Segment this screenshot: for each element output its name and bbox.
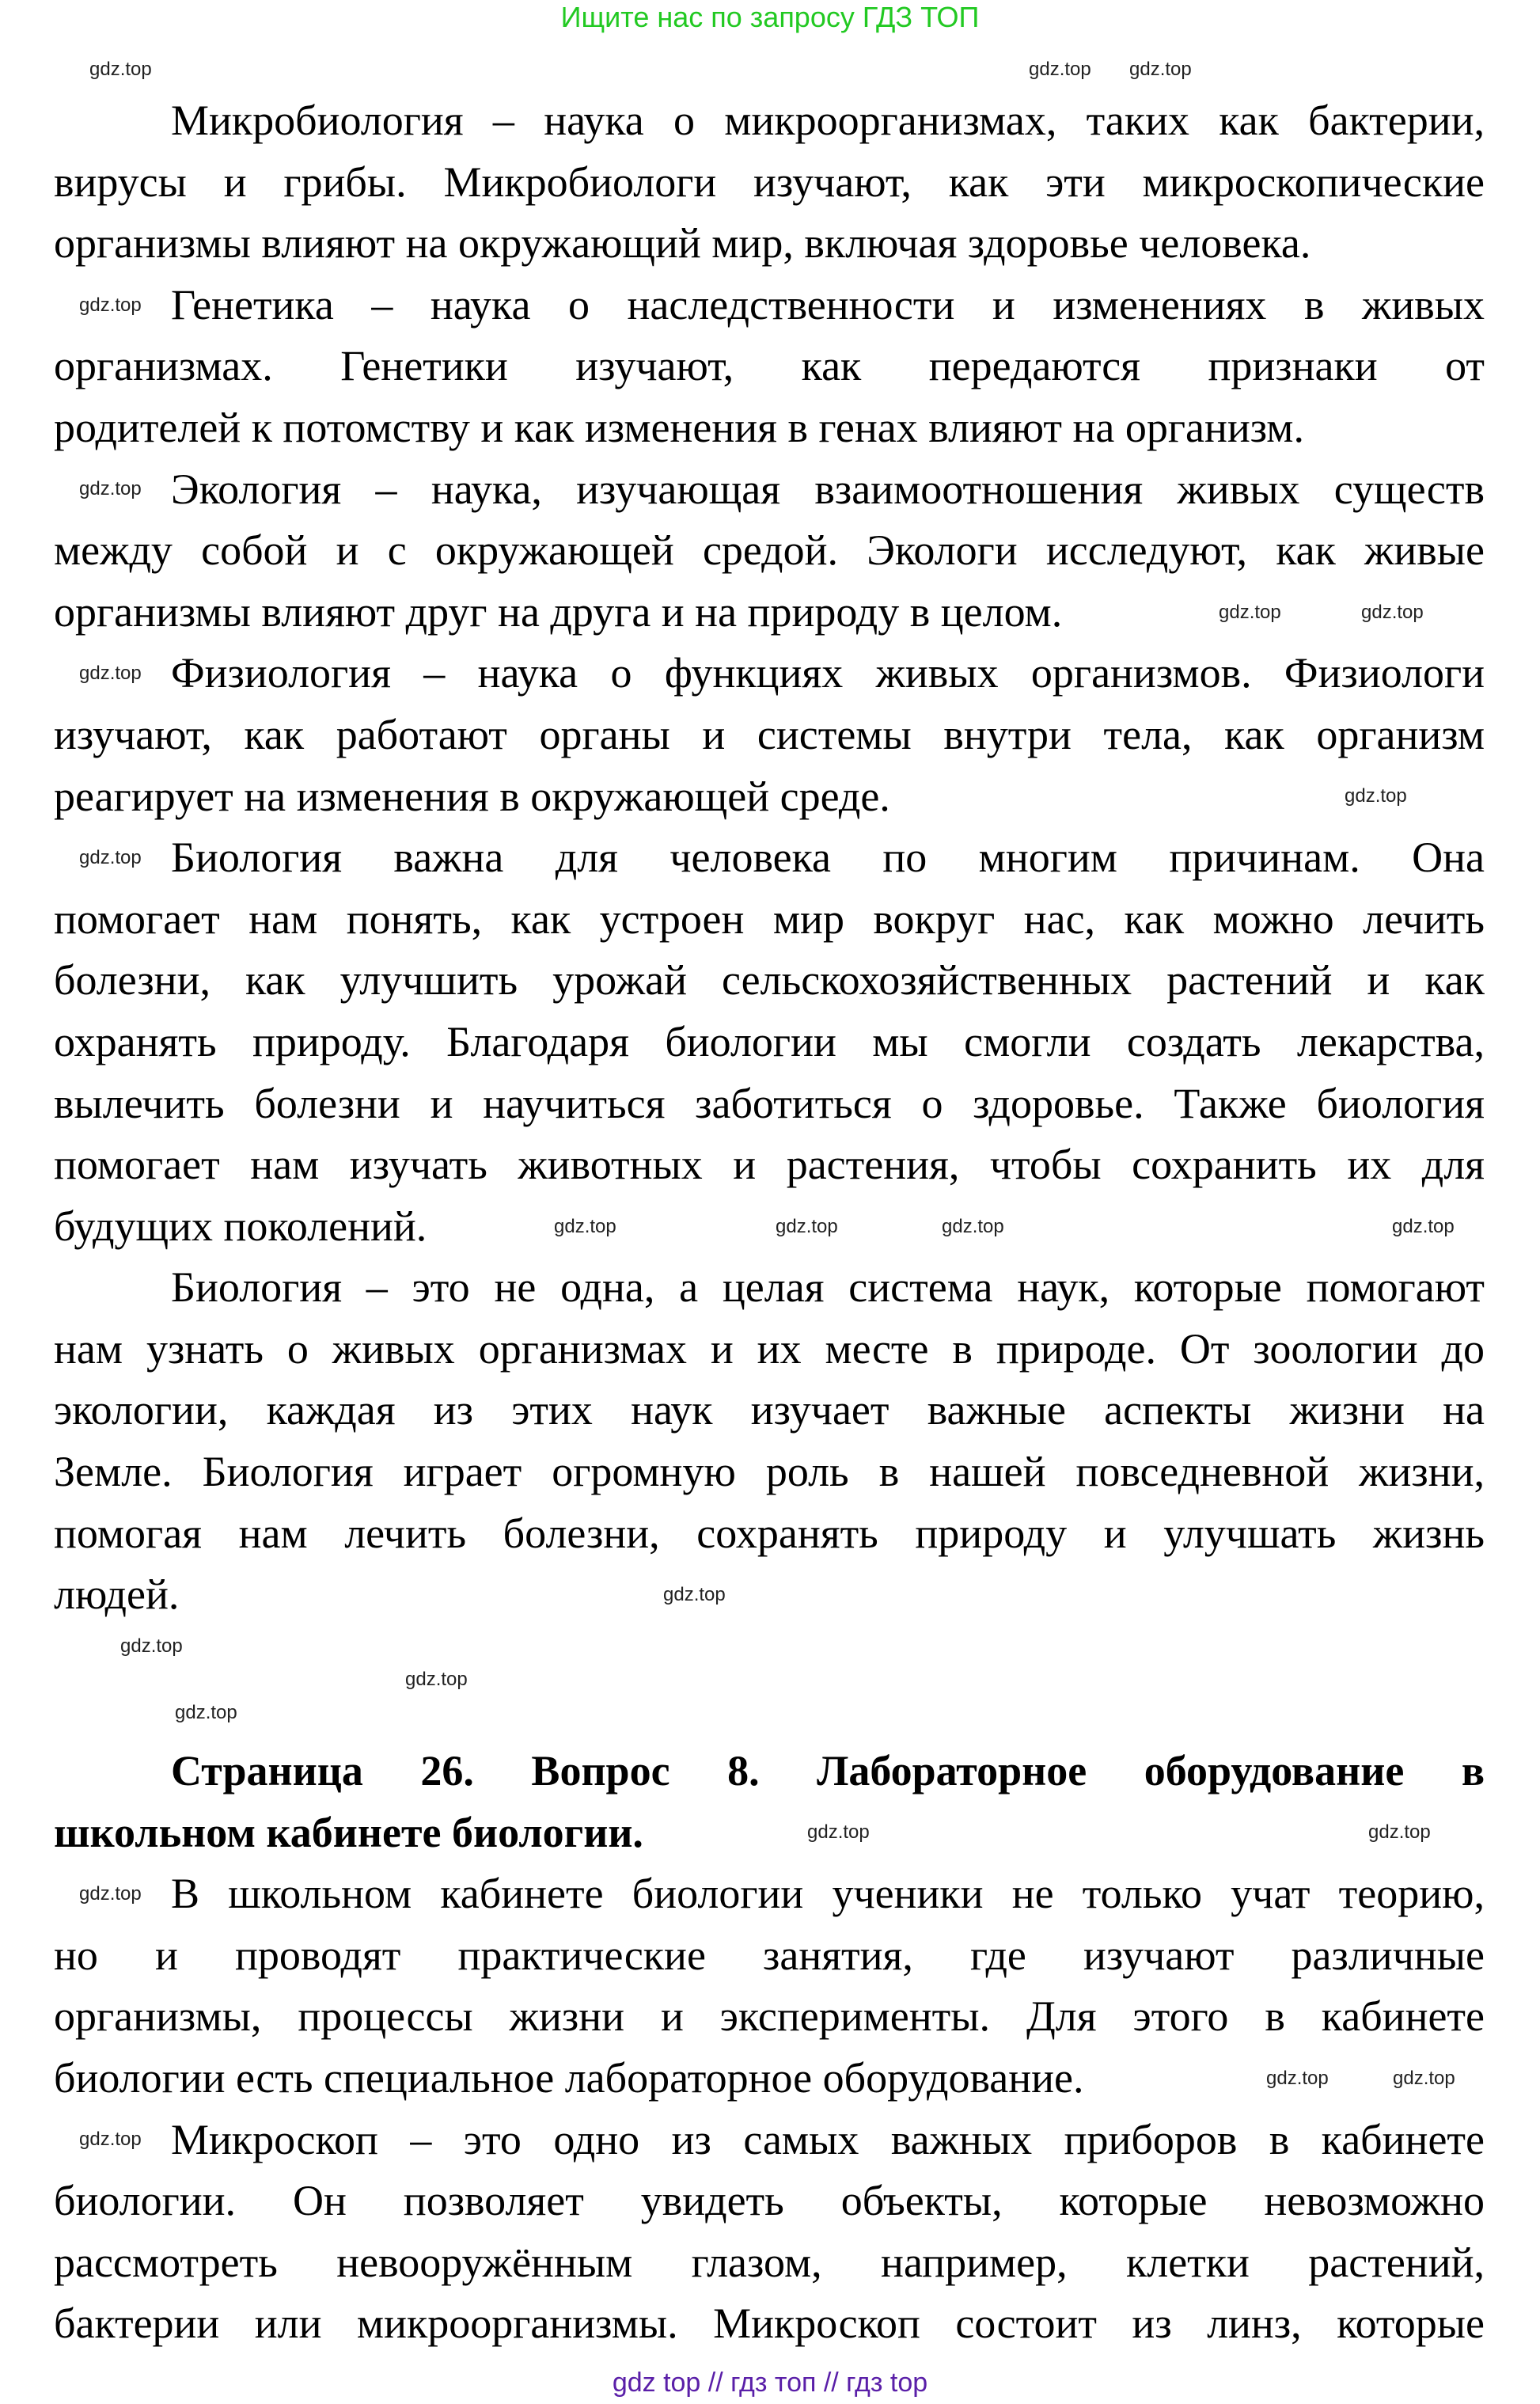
section-heading-line: Страница 26. Вопрос 8. Лабораторное оборудование в (171, 1747, 1485, 1794)
paragraph-line (54, 213, 1311, 275)
paragraph-line: помогая нам лечить болезни, сохранять природу и улучшать жизнь (54, 1509, 1485, 1557)
paragraph-line: Микробиология – наука о микроорганизмах, таких как бактерии, (171, 97, 1485, 144)
watermark-text: gdz.top (405, 1669, 468, 1690)
watermark-text: gdz.top (1129, 59, 1192, 80)
watermark-text: gdz.top (663, 1584, 726, 1606)
watermark-text: gdz.top (1392, 1215, 1455, 1237)
watermark-text: gdz.top (79, 1883, 142, 1905)
watermark-text: gdz.top (175, 1702, 237, 1723)
paragraph-line: помогает нам понять, как устроен мир вокруг нас, как можно лечить (54, 894, 1485, 943)
paragraph-line: бактерии или микроорганизмы. Микроскоп состоит из линз, которые (54, 2300, 1485, 2348)
watermark-text: gdz.top (1266, 2067, 1329, 2089)
watermark-text: gdz.top (1029, 59, 1091, 80)
watermark-text: gdz.top (1219, 601, 1281, 623)
paragraph-line: охранять природу. Благодаря биологии мы смогли создать лекарства, (54, 1017, 1485, 1065)
watermark-text: gdz.top (79, 2129, 142, 2151)
line-text: биологии есть специальное лабораторное оборудование. (54, 2053, 1084, 2102)
paragraph-line: Земле. Биология играет огромную роль в нашей повседневной жизни, (54, 1448, 1485, 1496)
footer-watermark: gdz top // гдз топ // гдз top (612, 2368, 928, 2398)
line-text: реагирует на изменения в окружающей среде. (54, 772, 890, 820)
line-text: школьном кабинете биологии. (54, 1808, 643, 1856)
paragraph-line: вирусы и грибы. Микробиологи изучают, как эти микроскопические (54, 158, 1485, 206)
watermark-text: gdz.top (79, 478, 142, 500)
paragraph-line: Микроскоп – это одно из самых важных приборов в кабинете (171, 2115, 1485, 2163)
paragraph-line (54, 397, 1304, 459)
watermark-text: gdz.top (79, 847, 142, 868)
paragraph-line: организмы, процессы жизни и эксперименты. Для этого в кабинете (54, 1992, 1485, 2041)
text-block-lab-equipment (54, 1741, 1485, 2355)
paragraph-line: болезни, как улучшить урожай сельскохозяйственных растений и как (54, 956, 1485, 1005)
paragraph-line (54, 582, 1062, 644)
paragraph-line (54, 2048, 1083, 2110)
watermark-text: gdz.top (120, 1635, 183, 1657)
watermark-text: gdz.top (1345, 785, 1407, 807)
paragraph-line: между собой и с окружающей средой. Экологи исследуют, как живые (54, 526, 1485, 575)
watermark-text: gdz.top (1368, 1821, 1431, 1844)
line-text: родителей к потомству и как изменения в генах влияют на организм. (54, 403, 1304, 451)
paragraph-line: рассмотреть невооружённым глазом, например, клетки растений, (54, 2238, 1485, 2286)
line-text: организмы влияют друг на друга и на природу в целом. (54, 587, 1063, 636)
section-heading-line (54, 1802, 643, 1864)
watermark-text: gdz.top (942, 1215, 1004, 1237)
paragraph-line: помогает нам изучать животных и растения, чтобы сохранить их для (54, 1141, 1485, 1189)
watermark-text: gdz.top (89, 59, 152, 80)
search-banner: Ищите нас по запросу ГДЗ ТОП (560, 1, 980, 33)
paragraph-line: Генетика – наука о наследственности и изменениях в живых (171, 280, 1485, 329)
paragraph-line (54, 766, 890, 828)
watermark-text: gdz.top (79, 663, 142, 685)
watermark-text: gdz.top (1393, 2067, 1455, 2089)
paragraph-line: изучают, как работают органы и системы внутри тела, как организм (54, 710, 1485, 758)
line-text: людей. (54, 1570, 180, 1619)
paragraph-line: Биология важна для человека по многим причинам. Она (171, 834, 1485, 882)
paragraph-line: Экология – наука, изучающая взаимоотношения живых существ (171, 465, 1485, 513)
paragraph-line: но и проводят практические занятия, где изучают различные (54, 1931, 1485, 1979)
watermark-text: gdz.top (554, 1215, 616, 1237)
paragraph-line: нам узнать о живых организмах и их месте в природе. От зоологии до (54, 1324, 1485, 1373)
paragraph-line: Биология – это не одна, а целая система наук, которые помогают (171, 1263, 1485, 1312)
paragraph-line (54, 1564, 179, 1626)
paragraph-line: вылечить болезни и научиться заботиться о здоровье. Также биология (54, 1079, 1485, 1127)
paragraph-line: организмах. Генетики изучают, как передаются признаки от (54, 342, 1485, 390)
watermark-text: gdz.top (776, 1215, 838, 1237)
paragraph-line: В школьном кабинете биологии ученики не только учат теорию, (171, 1870, 1485, 1918)
watermark-text: gdz.top (79, 294, 142, 316)
watermark-text: gdz.top (1361, 601, 1424, 623)
line-text: будущих поколений. (54, 1202, 427, 1250)
paragraph-line (54, 1196, 427, 1258)
line-text: организмы влияют на окружающий мир, включая здоровье человека. (54, 219, 1311, 268)
watermark-text: gdz.top (807, 1821, 870, 1844)
paragraph-line: экологии, каждая из этих наук изучает важные аспекты жизни на (54, 1386, 1485, 1434)
paragraph-line: Физиология – наука о функциях живых организмов. Физиологи (171, 649, 1485, 697)
text-block-biology-sciences (54, 90, 1485, 1626)
paragraph-line: биологии. Он позволяет увидеть объекты, которые невозможно (54, 2177, 1485, 2225)
